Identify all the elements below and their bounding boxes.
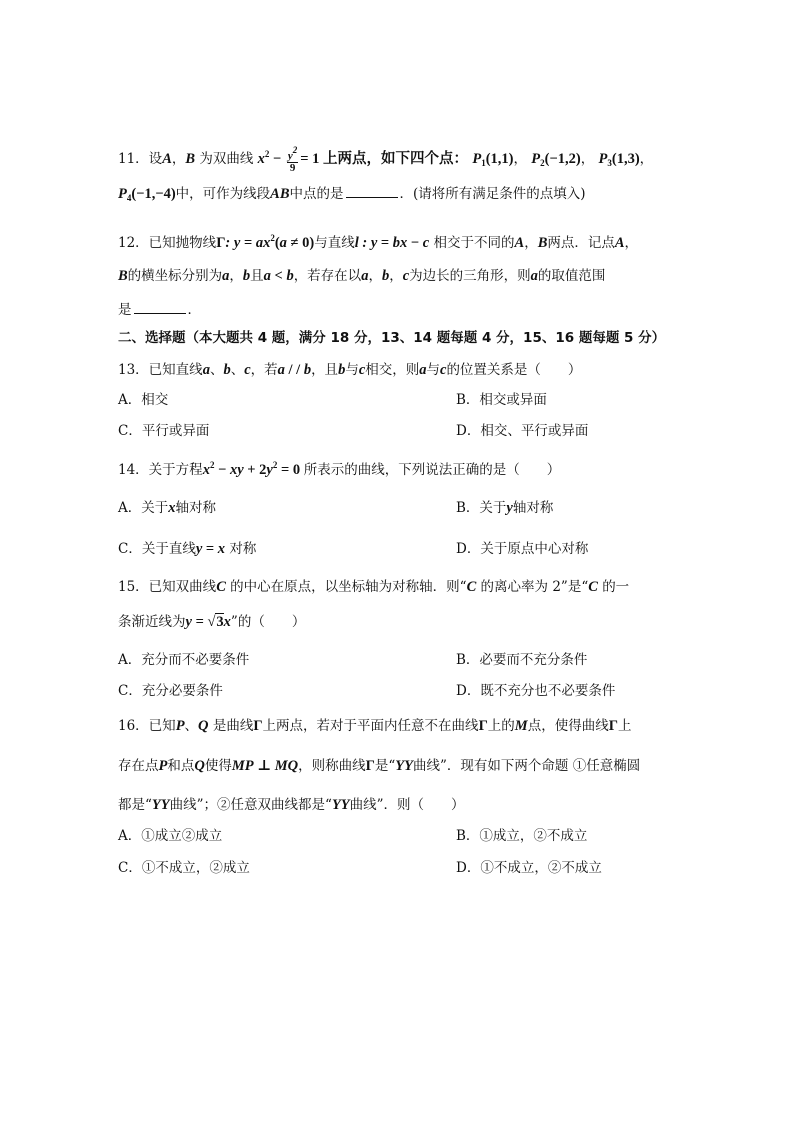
section-heading: 二、选择题（本大题共 4 题，满分 18 分，13、14 题每题 4 分，15、16 题每题 5 分） — [118, 330, 666, 346]
q15-option-d: D．既不充分也不必要条件 — [456, 683, 616, 699]
q14-stem: 14．关于方程$x^2$ − xy + $2y^2 = 0$ 所表示的曲线，下列说法正确的是（ ） — [118, 460, 561, 478]
q13-text-d: 与 — [345, 362, 359, 378]
point-p3: (1,3) — [611, 151, 640, 167]
q13-option-d: D．相交、平行或异面 — [456, 423, 589, 439]
q12-line1: 12．已知抛物线Γ: $y = ax^2(a \ne 0)$与直线l : y = bx − c 相交于不同的A，B两点．记点A， — [118, 233, 639, 251]
q13-stem: 13．已知直线a、b、c，若a / / b，且b与c相交，则a与c的位置关系是（ ） — [118, 362, 582, 378]
q11-text4: ．(请将所有满足条件的点填入) — [399, 186, 586, 202]
answer-blank — [134, 301, 186, 314]
q12-text3: 两点．记点 — [547, 235, 615, 251]
q16-option-b: B．①成立，②不成立 — [456, 828, 588, 844]
q14-text-b: 所表示的曲线，下列说法正确的是（ ） — [303, 462, 561, 478]
q12-text4: 的横坐标分别为 — [127, 268, 223, 284]
q11-line2: $P_4(-1,-4)$中，可作为线段AB中点的是 ．(请将所有满足条件的点填入) — [118, 186, 586, 203]
q13-text-f: 与 — [426, 362, 440, 378]
q15-option-a: A．充分而不必要条件 — [118, 652, 250, 668]
q12-text2: 相交于不同的 — [433, 235, 515, 251]
q12-text1: 与直线 — [314, 235, 355, 251]
q13-text-e: 相交，则 — [365, 362, 420, 378]
q15-option-c: C．充分必要条件 — [118, 683, 223, 699]
q13-text-g: 的位置关系是（ ） — [446, 362, 582, 378]
q13-text-a: 13．已知直线 — [118, 362, 203, 378]
q12-text10: ． — [187, 302, 201, 318]
q16-option-c: C．①不成立，②成立 — [118, 860, 250, 876]
q11-line1: 11．设A，B 为双曲线 $x^2$ − $\frac{y^2}{9}$ = 1 上两点，如下四个点： $P_1(1,1)$， $P_2(-1,2)$， $P_3(1,3)$， — [118, 145, 654, 174]
q15-line1: 15．已知双曲线C 的中心在原点，以坐标轴为对称轴．则“C 的离心率为 2”是“C 的一 — [118, 579, 630, 595]
q16-option-d: D．①不成立，②不成立 — [456, 860, 602, 876]
q12-line2: B的横坐标分别为a，b且a < b，若存在以a，b，c为边长的三角形，则a的取值范围 — [118, 268, 606, 284]
q13-option-c: C．平行或异面 — [118, 423, 210, 439]
q14-text-a: 14．关于方程 — [118, 462, 203, 478]
fraction-y2-over-9: $\frac{y^2}{9}$ — [287, 145, 298, 174]
q13-option-a: A．相交 — [118, 392, 169, 408]
q13-option-b: B．相交或异面 — [456, 392, 547, 408]
q14-option-d: D．关于原点中心对称 — [456, 541, 589, 557]
q11-eq-tail: = 1 上两点，如下四个点： — [300, 151, 469, 167]
q16-line1: 16．已知P、Q 是曲线Γ上两点，若对于平面内任意不在曲线Γ上的M点，使得曲线Γ上 — [118, 718, 632, 734]
q15-line2: 条渐近线为y = √3x”的（ ） — [118, 614, 306, 630]
q14-option-c: C．关于直线y = x 对称 — [118, 541, 257, 557]
q14-option-a: A．关于x轴对称 — [118, 500, 216, 516]
q11-text: 为双曲线 — [199, 151, 254, 167]
answer-blank — [346, 185, 398, 198]
q12-text7: 为边长的三角形，则 — [409, 268, 531, 284]
q11-text2: 中，可作为线段 — [175, 186, 271, 202]
q12-line3 — [118, 300, 201, 320]
q12-text8: 的取值范围 — [537, 268, 606, 284]
q16-line2: 存在点P和点Q使得MP ⊥ MQ，则称曲线Γ是“YY曲线”．现有如下两个命题 ①任意椭圆 — [118, 758, 641, 774]
q12-number: 12．已知抛物线 — [118, 235, 217, 251]
q12-text6: ，若存在以 — [293, 268, 362, 284]
q11-text3: 中点的是 — [289, 186, 344, 202]
q14-option-b: B．关于y轴对称 — [456, 500, 554, 516]
q13-text-b: ，若 — [250, 362, 278, 378]
q13-text-c: ，且 — [311, 362, 339, 378]
q16-line3: 都是“YY曲线”；②任意双曲线都是“YY曲线”．则（ ） — [118, 797, 465, 813]
point-p2: (−1,2) — [544, 151, 581, 167]
q15-option-b: B．必要而不充分条件 — [456, 652, 588, 668]
q11-number: 11．设 — [118, 151, 163, 167]
point-p4: (−1,−4) — [131, 186, 176, 202]
q12-text5: 且 — [250, 268, 264, 284]
q12-text9: 是 — [118, 302, 132, 318]
point-p1: (1,1) — [485, 151, 514, 167]
q16-option-a: A．①成立②成立 — [118, 828, 223, 844]
